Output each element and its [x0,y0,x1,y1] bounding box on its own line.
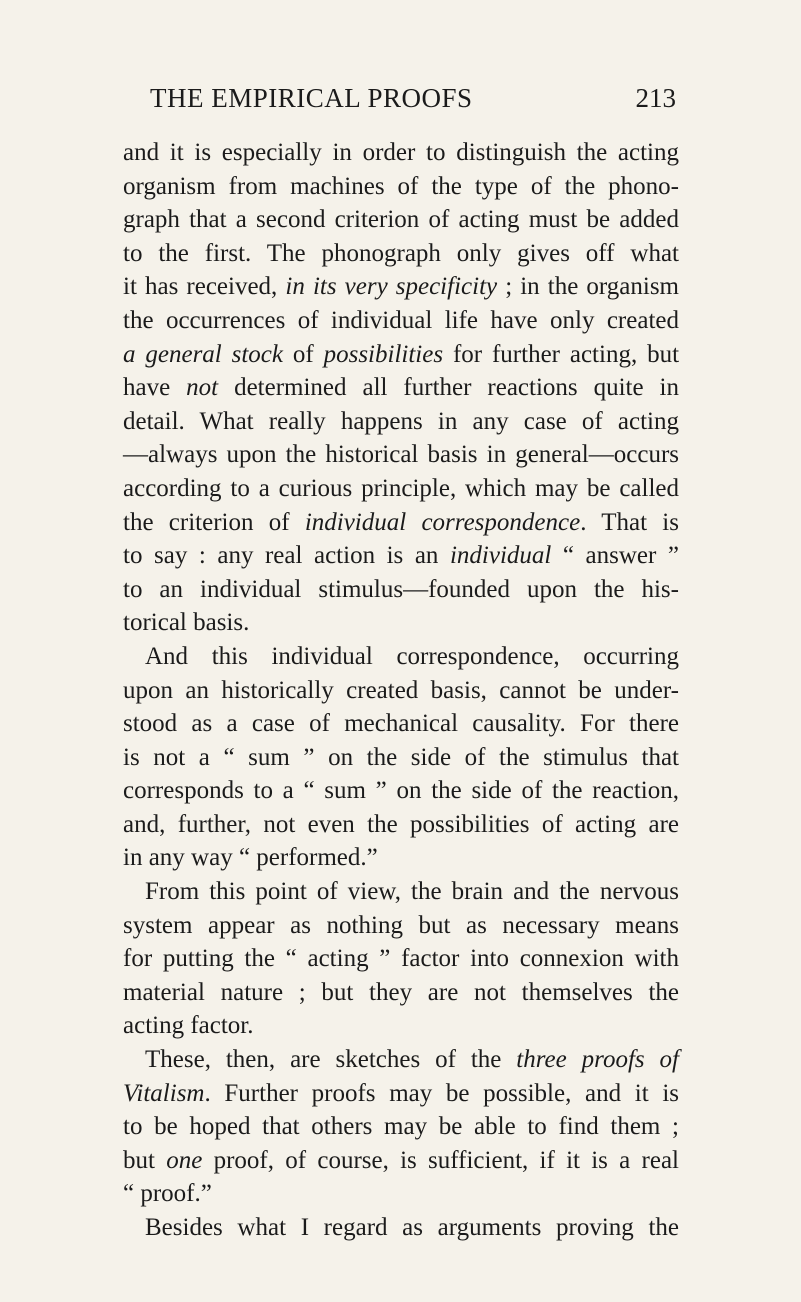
text-run: determined all further reactions quite in [218,374,679,402]
text-run: proof, of course, is sufficient, if it is a real [202,1146,679,1174]
text-run: system appear as nothing but as necessary means [123,911,679,939]
text-run: stood as a case of mechanical causality. For there [123,710,679,738]
text-run: “ answer ” [551,542,679,570]
text-run: to be hoped that others may be able to find them ; [123,1113,679,1141]
text-line [123,808,679,842]
text-run: —always upon the historical basis in general—occurs [123,441,679,469]
text-run: the criterion of [123,508,305,536]
text-line [123,270,679,304]
text-run: according to a curious principle, which may be called [123,474,679,502]
text-run: Besides what I regard as arguments proving the [145,1214,679,1241]
text-run: organism from machines of the type of the phono- [123,172,679,200]
text-run: corresponds to a “ sum ” on the side of the reaction, [123,777,679,805]
text-line [123,203,679,237]
text-line [123,573,679,607]
text-line [123,506,679,540]
text-run: the occurrences of individual life have only created [123,306,679,334]
text-line [123,136,679,170]
text-line [123,438,679,472]
text-run: and it is especially in order to distinguish the acting [123,139,679,166]
text-run: of [283,340,324,368]
text-line [123,606,679,640]
text-run: but [123,1146,167,1174]
text-line [123,774,679,808]
text-line [123,237,679,271]
italic-text: not [186,374,219,402]
text-run: These, then, are sketches of the [145,1046,517,1074]
text-run: it has received, [123,273,286,301]
italic-text: Vitalism [123,1079,205,1107]
text-line [123,640,679,674]
text-line [123,875,679,909]
text-line [123,170,679,204]
text-run: . That is [580,508,679,536]
page-number: 213 [635,83,676,113]
italic-text: individual [449,542,552,570]
text-run: From this point of view, the brain and the nervous [145,878,679,906]
text-line [123,942,679,976]
text-line [123,841,679,875]
text-run: for further acting, but [443,340,680,368]
italic-text: three proofs of [516,1046,679,1074]
italic-text: one [166,1146,203,1174]
running-header: THE EMPIRICAL PROOFS [150,83,473,113]
text-run: upon an historically created basis, cannot be under- [123,676,679,704]
italic-text: a general stock [123,340,283,368]
text-run: in any way “ performed.” [123,844,378,872]
text-run: torical basis. [123,609,250,637]
text-run: material nature ; but they are not themselves the [123,978,679,1006]
italic-text: in its very specificity [285,273,498,301]
text-line [123,539,679,573]
text-line [123,1211,679,1245]
text-line [123,909,679,943]
text-run: to an individual stimulus—founded upon the his- [123,575,679,603]
text-line [123,1077,679,1111]
text-line [123,1110,679,1144]
text-line [123,472,679,506]
text-line [123,674,679,708]
text-run: is not a “ sum ” on the side of the stimulus that [123,743,679,771]
text-line [123,371,679,405]
italic-text: individual correspondence [304,508,581,536]
text-line [123,1177,679,1211]
text-line [123,1009,679,1043]
text-run: ; in the organism [497,273,679,301]
body-text [123,136,679,1245]
text-run: graph that a second criterion of acting must be added [123,206,679,234]
text-run: . Further proofs may be possible, and it is [204,1079,679,1107]
text-line [123,405,679,439]
text-run: detail. What really happens in any case of acting [123,407,679,435]
text-run: have [123,374,187,402]
text-run: And this individual correspondence, occurring [145,642,679,670]
text-run: and, further, not even the possibilities of acting are [123,810,679,838]
text-run: for putting the “ acting ” factor into connexion with [123,945,679,973]
text-run: to say : any real action is an [123,542,450,570]
text-line [123,338,679,372]
text-line [123,1043,679,1077]
text-line [123,304,679,338]
text-run: “ proof.” [123,1180,212,1208]
italic-text: possibilities [323,340,444,368]
text-line [123,741,679,775]
text-line [123,707,679,741]
text-line [123,1144,679,1178]
text-run: to the first. The phonograph only gives off what [123,239,679,267]
text-line [123,976,679,1010]
text-run: acting factor. [123,1012,254,1040]
